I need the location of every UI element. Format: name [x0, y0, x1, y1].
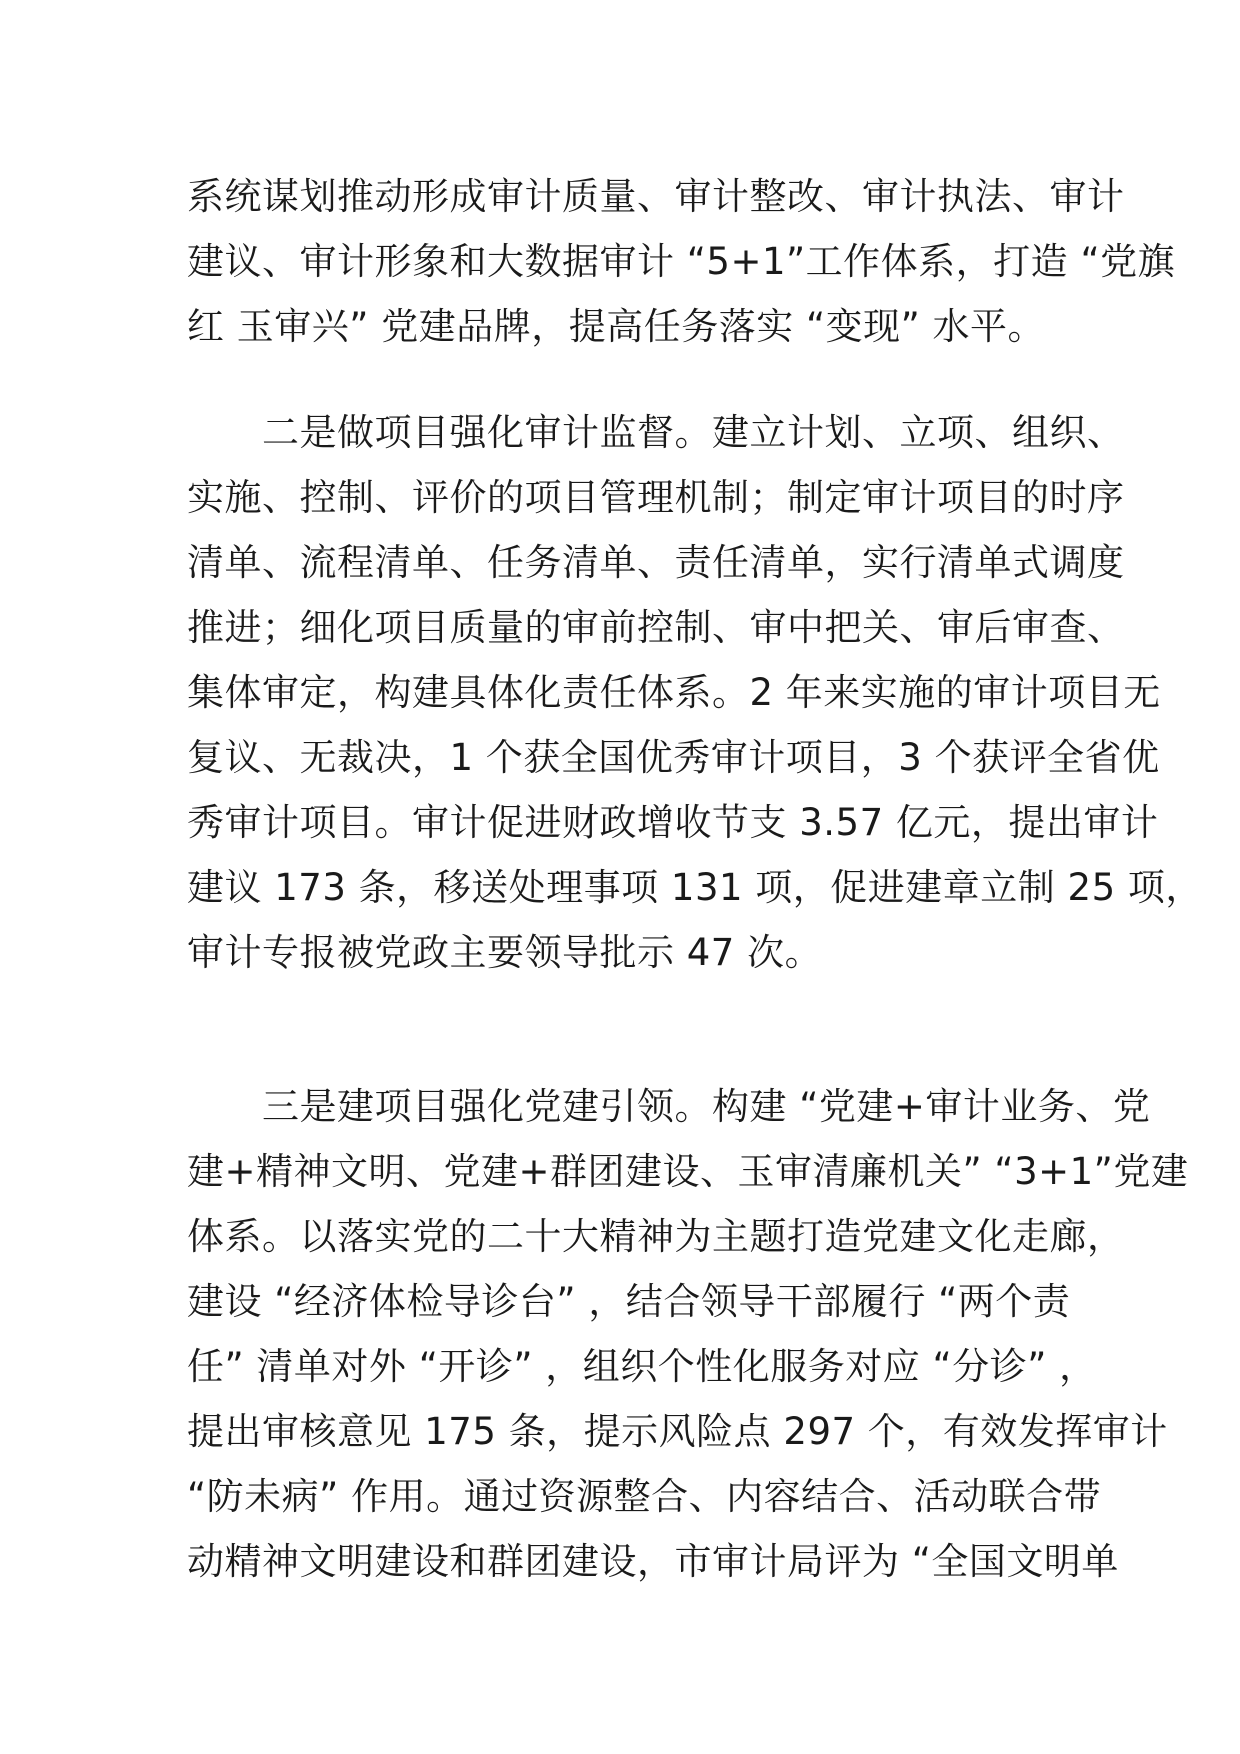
text-line: 建议 173 条，移送处理事项 131 项，促进建章立制 25 项，: [187, 866, 1203, 909]
text-line: 体系。以落实党的二十大精神为主题打造党建文化走廊，: [187, 1215, 1125, 1258]
text-line: 秀审计项目。审计促进财政增收节支 3.57 亿元，提出审计: [187, 801, 1159, 844]
text-line: 集体审定，构建具体化责任体系。2 年来实施的审计项目无: [187, 671, 1161, 714]
text-line: 建议、审计形象和大数据审计 “5+1”工作体系，打造 “党旗: [187, 240, 1176, 283]
text-line: 建设 “经济体检导诊台” ，结合领导干部履行 “两个责: [187, 1280, 1071, 1323]
paragraph-1: [187, 164, 1176, 359]
text-line: 复议、无裁决，1 个获全国优秀审计项目，3 个获评全省优: [187, 736, 1160, 779]
text-line: 动精神文明建设和群团建设，市审计局评为 “全国文明单: [187, 1540, 1119, 1583]
paragraph-2: [187, 400, 1203, 985]
text-line: “防未病” 作用。通过资源整合、内容结合、活动联合带: [187, 1475, 1102, 1518]
text-line: 红 玉审兴” 党建品牌，提高任务落实 “变现” 水平。: [187, 305, 1046, 348]
text-line: 建+精神文明、党建+群团建设、玉审清廉机关” “3+1”党建: [187, 1150, 1189, 1193]
text-line: 系统谋划推动形成审计质量、审计整改、审计执法、审计: [187, 175, 1125, 218]
text-line: 任” 清单对外 “开诊” ，组织个性化服务对应 “分诊” ，: [187, 1345, 1097, 1388]
text-line: 审计专报被党政主要领导批示 47 次。: [187, 931, 823, 974]
text-line: 二是做项目强化审计监督。建立计划、立项、组织、: [187, 411, 1125, 454]
text-line: 三是建项目强化党建引领。构建 “党建+审计业务、党: [187, 1085, 1151, 1128]
text-line: 清单、流程清单、任务清单、责任清单，实行清单式调度: [187, 541, 1125, 584]
text-line: 实施、控制、评价的项目管理机制；制定审计项目的时序: [187, 476, 1125, 519]
paragraph-3: [187, 1074, 1189, 1594]
text-line: 提出审核意见 175 条，提示风险点 297 个，有效发挥审计: [187, 1410, 1168, 1453]
text-line: 推进；细化项目质量的审前控制、审中把关、审后审查、: [187, 606, 1125, 649]
